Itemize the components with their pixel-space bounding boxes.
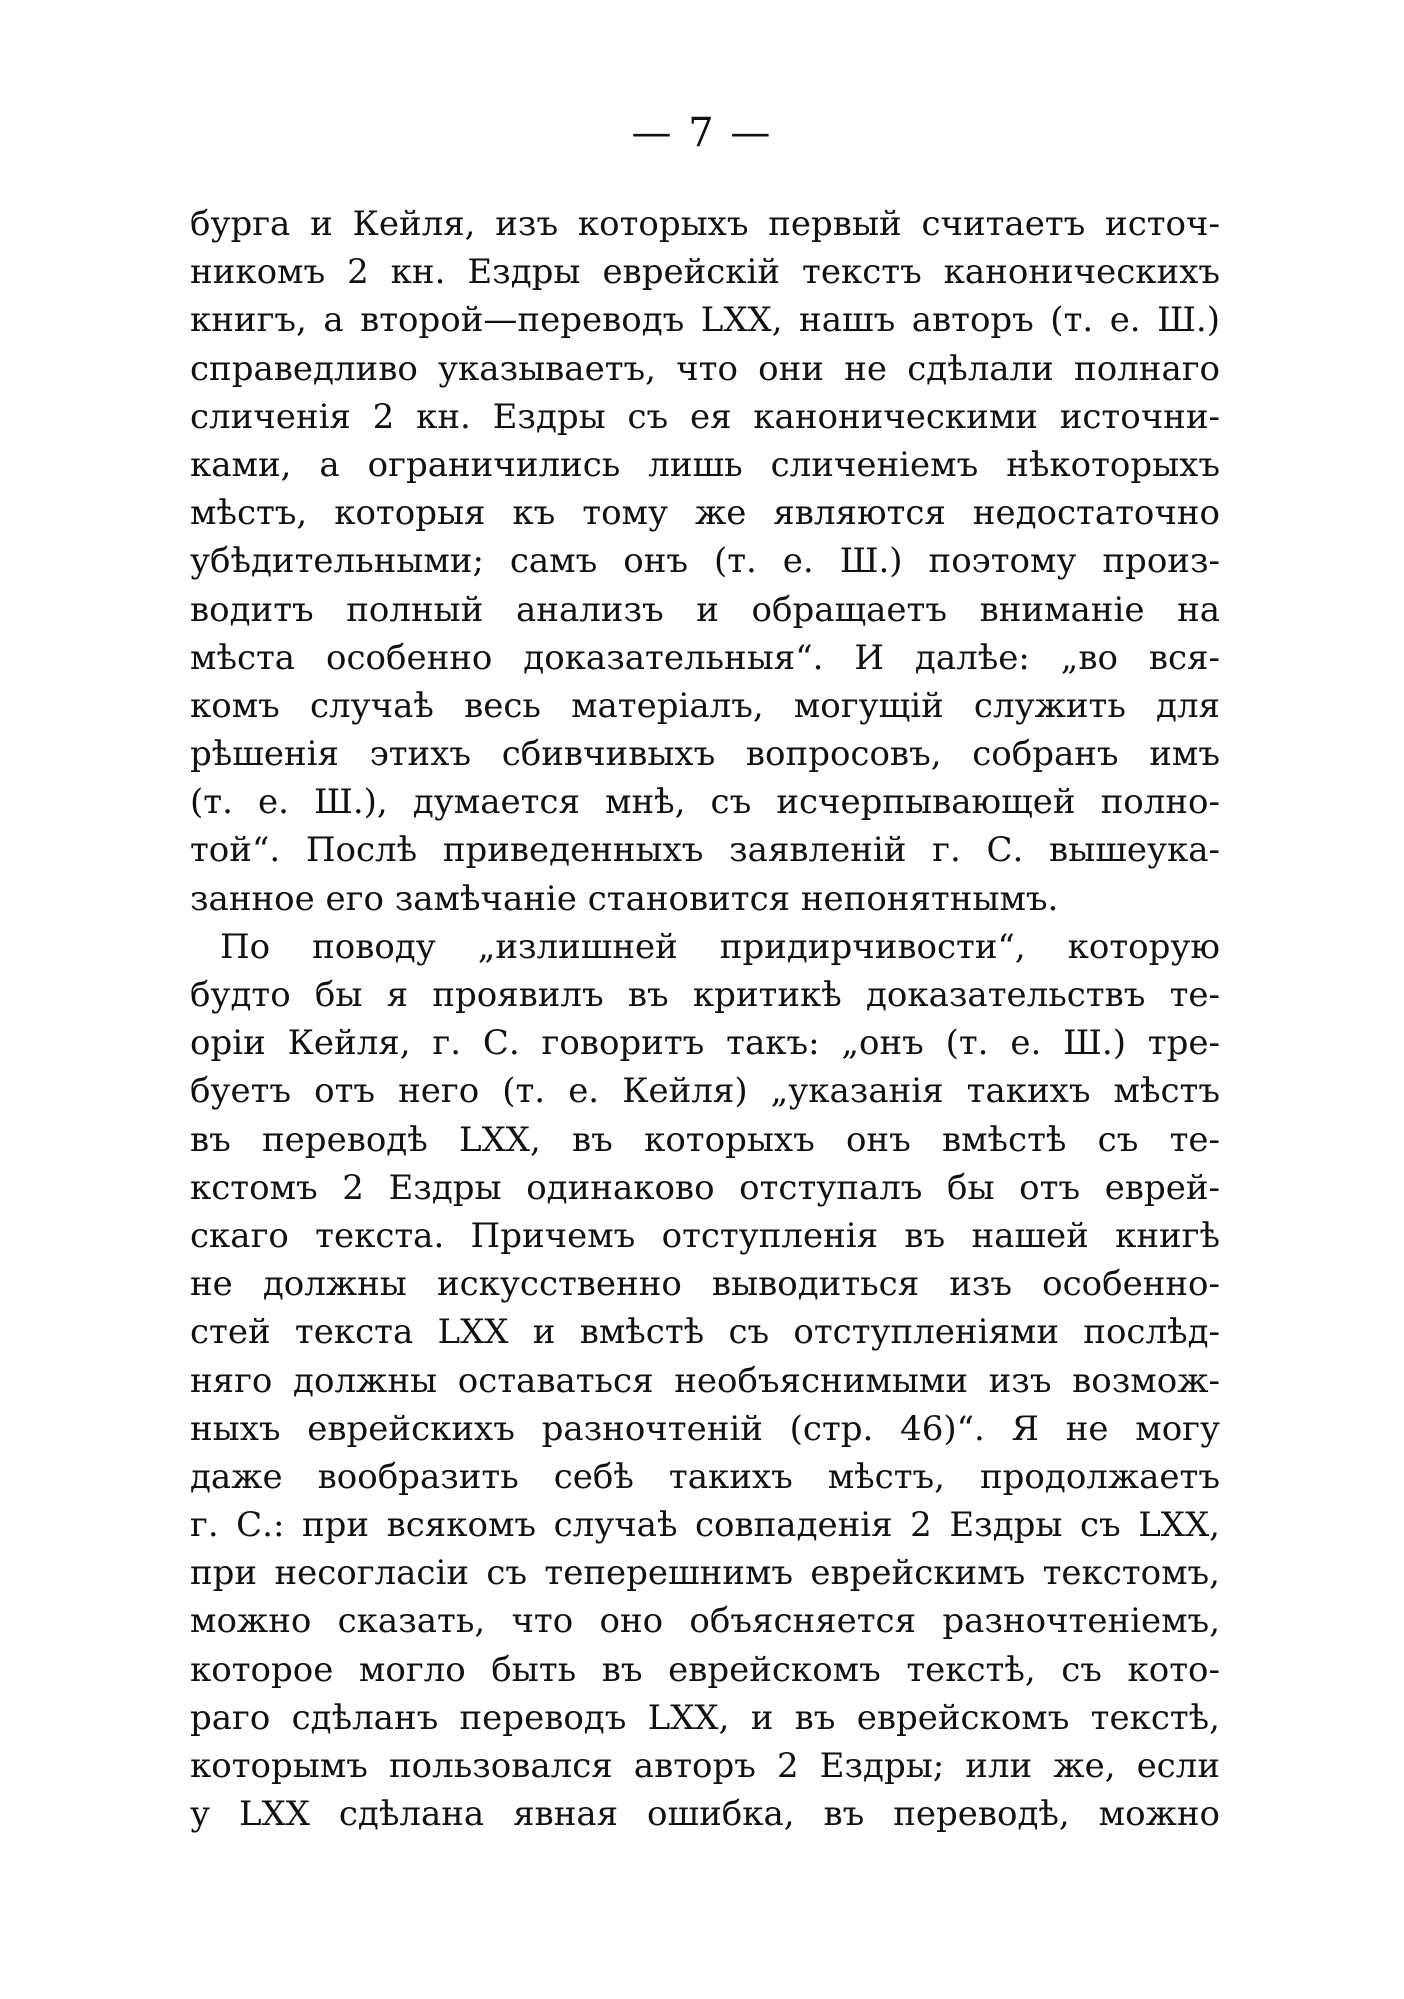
text-line: буетъ отъ него (т. е. Кейля) „указанія такихъ мѣстъ [190, 1071, 1220, 1112]
text-line: сличенія 2 кн. Ездры съ ея каноническими источни- [190, 396, 1220, 437]
text-line: ныхъ еврейскихъ разночтеній (стр. 46)“. Я не могу [190, 1408, 1220, 1449]
text-line: кстомъ 2 Ездры одинаково отступалъ бы отъ еврей- [190, 1167, 1220, 1208]
text-line: мѣстъ, которыя къ тому же являются недостаточно [190, 493, 1220, 534]
text-line: раго сдѣланъ переводъ LXX, и въ еврейскомъ текстѣ, [190, 1697, 1220, 1738]
text-line: при несогласіи съ теперешнимъ еврейскимъ текстомъ, [190, 1553, 1220, 1594]
text-line: стей текста LXX и вмѣстѣ съ отступленіями послѣд- [190, 1312, 1220, 1353]
text-line: даже вообразить себѣ такихъ мѣстъ, продолжаетъ [190, 1456, 1220, 1497]
text-line: рѣшенія этихъ сбивчивыхъ вопросовъ, собранъ имъ [190, 734, 1220, 775]
text-line: будто бы я проявилъ въ критикѣ доказательствъ те- [190, 975, 1220, 1015]
text-line: той“. Послѣ приведенныхъ заявленій г. С. вышеука- [190, 830, 1220, 871]
text-line: у LXX сдѣлана явная ошибка, въ переводѣ, можно [190, 1794, 1220, 1835]
text-line: няго должны оставаться необъяснимыми изъ возмож- [190, 1360, 1220, 1401]
text-line: ками, а ограничились лишь сличеніемъ нѣкоторыхъ [190, 444, 1220, 485]
text-line: книгъ, а второй—переводъ LXX, нашъ авторъ (т. е. Ш.) [190, 300, 1220, 341]
page-number: — 7 — [631, 110, 773, 156]
text-line: которое могло быть въ еврейскомъ текстѣ, съ кото- [190, 1649, 1220, 1690]
text-line: По поводу „излишней придирчивости“, которую [220, 926, 1220, 967]
text-line: бурга и Кейля, изъ которыхъ первый считаетъ источ- [190, 204, 1220, 244]
body-text [190, 200, 1220, 1838]
text-line: скаго текста. Причемъ отступленія въ нашей книгѣ [190, 1215, 1220, 1256]
text-line: которымъ пользовался авторъ 2 Ездры; или же, если [190, 1746, 1220, 1786]
text-line: комъ случаѣ весь матеріалъ, могущій служить для [190, 685, 1220, 726]
text-line: справедливо указываетъ, что они не сдѣлали полнаго [190, 348, 1220, 389]
text-line: мѣста особенно доказательныя“. И далѣе: „во вся- [190, 637, 1220, 678]
text-line: можно сказать, что оно объясняется разночтеніемъ, [190, 1601, 1220, 1642]
text-line: не должны искусственно выводиться изъ особенно- [190, 1264, 1220, 1305]
text-line: г. С.: при всякомъ случаѣ совпаденія 2 Ездры съ LXX, [190, 1505, 1220, 1546]
text-line: оріи Кейля, г. С. говоритъ такъ: „онъ (т. е. Ш.) тре- [190, 1023, 1220, 1064]
text-line: водитъ полный анализъ и обращаетъ вниманіе на [190, 589, 1220, 630]
text-line: занное его замѣчаніе становится непонятнымъ. [190, 878, 1059, 919]
text-line: никомъ 2 кн. Ездры еврейскій текстъ каноническихъ [190, 252, 1220, 293]
text-line: убѣдительными; самъ онъ (т. е. Ш.) поэтому произ- [190, 541, 1220, 582]
text-line: въ переводѣ LXX, въ которыхъ онъ вмѣстѣ съ те- [190, 1119, 1220, 1160]
text-line: (т. е. Ш.), думается мнѣ, съ исчерпывающей полно- [190, 782, 1220, 823]
